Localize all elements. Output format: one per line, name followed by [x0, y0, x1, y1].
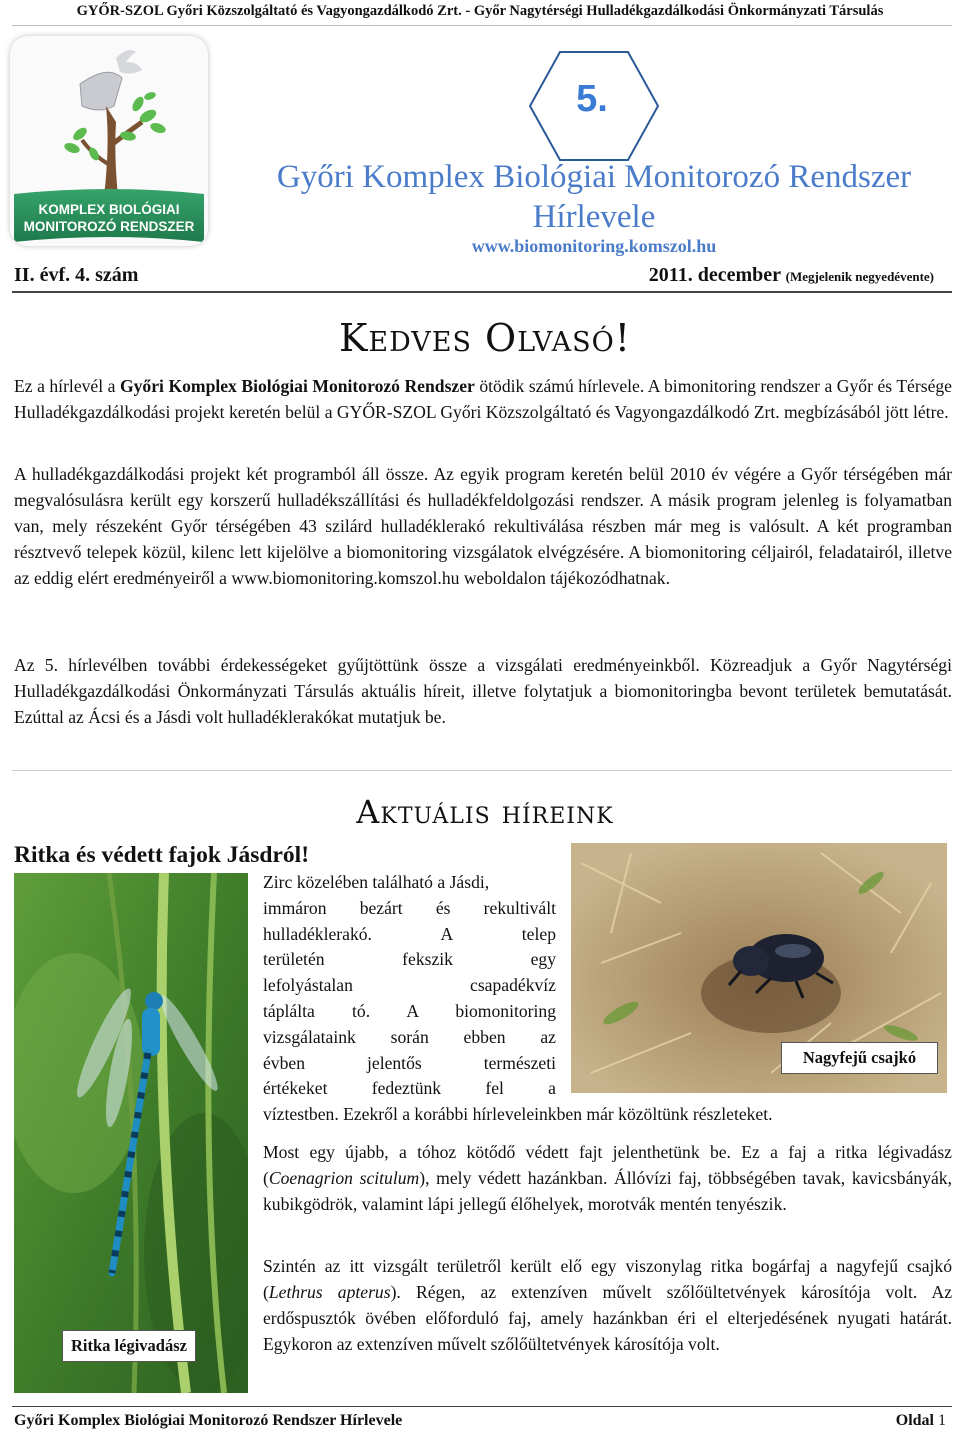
- intro-paragraph-1: [14, 373, 952, 425]
- article-intro-line: értékeket fedeztünk fel a: [263, 1078, 556, 1099]
- p3-text-b: ). Régen, az extenzíven művelt szőlőültetvények károsítója volt. Az erdőspusztók övében előforduló faj, amely hazánkban éri el elterjedésének nyugati határát. Egykoron az extenzíven művelt szőlőültetvények károsítója volt.: [263, 1282, 953, 1354]
- p3-text-a: Szintén az itt vizsgált területről került elő egy viszonylag ritka bogárfaj a nagyfejű csajkó (: [263, 1256, 952, 1302]
- beetle-caption: Nagyfejű csajkó: [781, 1042, 938, 1074]
- intro-paragraph-2: A hulladékgazdálkodási projekt két programból áll össze. Az egyik program keretén belül 2010 év végére a Győr térségében már megvalósulásra került egy korszerű hulladékszállítási és hulladékfeldolgozási rendszer. A másik program jelenleg is folyamatban van, mely részeként Győr térségében 43 szilárd hulladéklerakó rekultiválása részben már meg is valósult. A két programban résztvevő telepek közül, kilenc lett kijelölve a biomonitoring vizsgálatok elvégzésére. A biomonitoring céljairól, feladatairól, illetve az eddig elért eredményeiről a www.biomonitoring.komszol.hu weboldalon tájékozódhatnak.: [14, 464, 952, 588]
- greeting-heading: Kedves Olvasó!: [338, 316, 631, 360]
- article-intro-line: Zirc közelében található a Jásdi,: [263, 872, 490, 892]
- website-link[interactable]: www.biomonitoring.komszol.hu: [471, 236, 717, 256]
- p3-species: Lethrus apterus: [268, 1282, 391, 1302]
- article-intro-line: hulladéklerakó. A telep: [263, 923, 556, 944]
- p2-species: Coenagrion scitulum: [268, 1168, 420, 1188]
- header-divider: [12, 25, 952, 26]
- section-divider: [12, 770, 952, 771]
- frequency-text: (Megjelenik negyedévente): [785, 269, 934, 284]
- p1-bold: Győri Komplex Biológiai Monitorozó Rendszer: [119, 376, 475, 396]
- article-intro-line: immáron bezárt és rekultivált: [263, 897, 556, 918]
- article-paragraph-2: [263, 1139, 952, 1217]
- footer-divider: [12, 1406, 952, 1407]
- p1-rest: ötödik számú hírlevele. A bimonitoring rendszer a Győr és Térsége Hulladékgazdálkodási projekt keretén belül a GYŐR-SZOL Győri Közszolgáltató és Vagyongazdálkodó Zrt. megbízásából jött létre.: [14, 376, 952, 422]
- article-continuation-line: víztestben. Ezekről a korábbi hírleveleinkben már közöltünk részleteket.: [263, 1104, 773, 1124]
- article-intro-line: táplálta tó. A biomonitoring: [263, 1000, 556, 1021]
- beetle-photo: [571, 843, 947, 1093]
- title-line1: Győri Komplex Biológiai Monitorozó Rendszer: [276, 159, 912, 195]
- article-intro-line: területén fekszik egy: [263, 949, 556, 970]
- p2-text-a: Most egy újabb, a tóhoz kötődő védett fajt jelenthetünk be. Ez a faj a ritka légivadász (: [263, 1142, 952, 1188]
- publisher-header: GYŐR-SZOL Győri Közszolgáltató és Vagyongazdálkodó Zrt. - Győr Nagytérségi Hulladékgazdálkodási Önkormányzati Társulás: [76, 3, 884, 19]
- page-label: Oldal: [895, 1412, 934, 1429]
- footer-title: Győri Komplex Biológiai Monitorozó Rendszer Hírlevele: [14, 1412, 403, 1429]
- article-intro-line: lefolyástalan csapadékvíz: [263, 975, 556, 996]
- issue-divider: [12, 291, 952, 293]
- issue-date: [649, 264, 934, 287]
- date-text: 2011. december: [648, 264, 781, 286]
- biomonitoring-logo: [10, 36, 208, 246]
- title-line2: Hírlevele: [532, 199, 656, 235]
- dragonfly-image: [14, 873, 248, 1393]
- p1-prefix: Ez a hírlevél a: [14, 376, 120, 396]
- page-indicator: [896, 1412, 946, 1430]
- logo-text-line2: MONITOROZÓ RENDSZER: [23, 219, 195, 234]
- article-intro-line: vizsgálataink során ebben az: [263, 1026, 556, 1047]
- dragonfly-caption: Ritka légivadász: [62, 1330, 196, 1362]
- intro-paragraph-3: Az 5. hírlevélben további érdekességeket gyűjtöttünk össze a vizsgálati eredményeinkből. Közreadjuk a Győr Nagytérségi Hulladékgazdálkodási Önkormányzati Társulás aktuális híreit, illetve folytatjuk a biomonitoringba bevont területek bemutatását. Ezúttal az Ácsi és a Jásdi volt hulladéklerakókat mutatjuk be.: [14, 655, 952, 727]
- p2-text-b: ), mely védett hazánkban. Állóvízi faj, többségében tavak, kavicsbányák, kubikgödrök, valamint lápi jellegű élőhelyek, morotvák mentén tenyészik.: [263, 1168, 953, 1214]
- logo-text-line1: KOMPLEX BIOLÓGIAI: [38, 202, 180, 217]
- article-intro-line: évben jelentős természeti: [263, 1052, 556, 1073]
- dragonfly-photo: [14, 873, 248, 1393]
- newsletter-title: [230, 157, 958, 237]
- news-heading: Aktuális híreink: [356, 793, 614, 831]
- article-intro-column: [263, 870, 556, 1102]
- page-number: 1: [938, 1412, 946, 1429]
- article-paragraph-3: [263, 1253, 952, 1357]
- volume-info: II. évf. 4. szám: [14, 264, 139, 286]
- article-title: Ritka és védett fajok Jásdról!: [14, 842, 310, 868]
- issue-number: 5.: [576, 78, 608, 120]
